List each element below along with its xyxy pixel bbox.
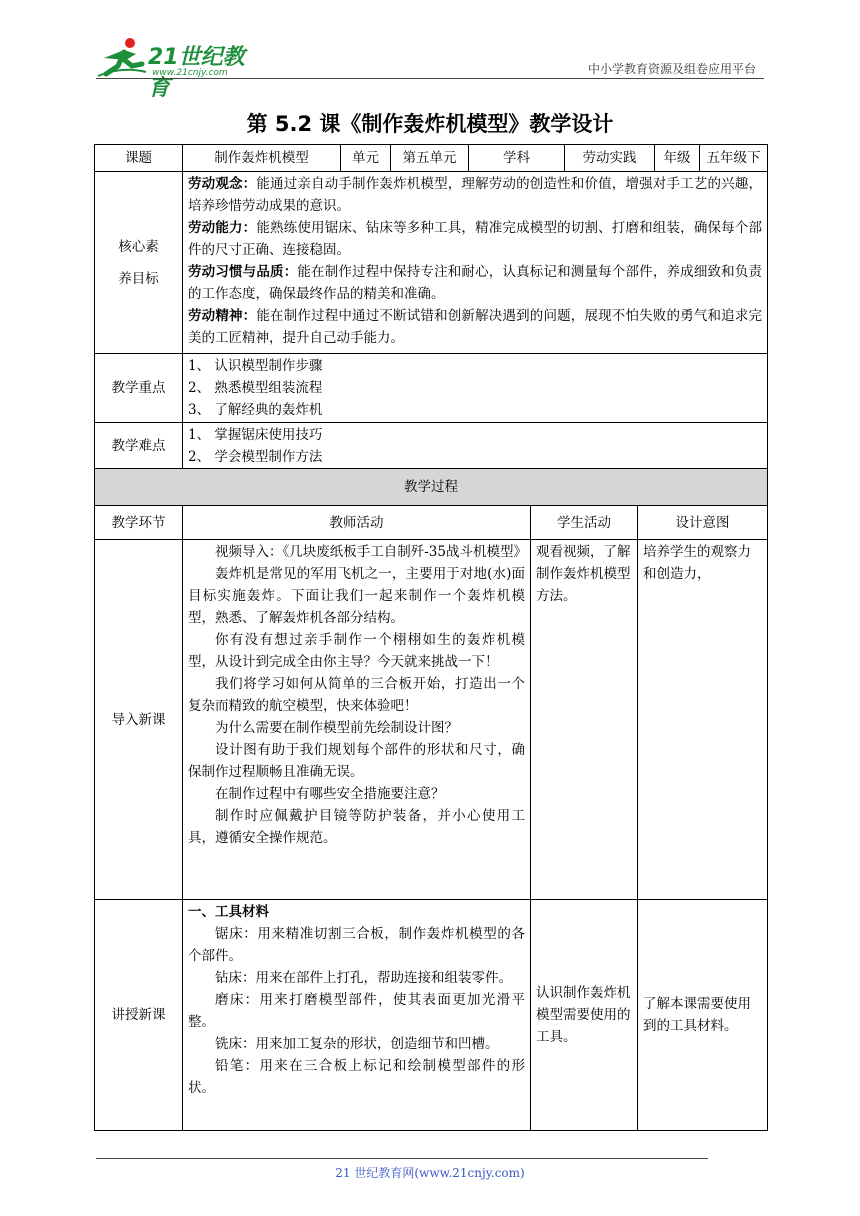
tool-item: 铣床：用来加工复杂的形状，创造细节和凹槽。 [215, 1036, 499, 1052]
intro-paragraph: 设计图有助于我们规划每个部件的形状和尺寸，确保制作过程顺畅且准确无误。 [188, 742, 525, 780]
key-point-item: 3、 了解经典的轰炸机 [188, 402, 323, 418]
intro-paragraph: 在制作过程中有哪些安全措施要注意？ [215, 786, 445, 802]
subject-label: 学科 [469, 145, 565, 172]
process-heading: 教学过程 [95, 469, 768, 506]
col-teacher: 教师活动 [183, 506, 531, 540]
intro-paragraph: 视频导入：《几块废纸板手工自制歼-35战斗机模型》 [215, 544, 527, 560]
core-goal-item: 劳动习惯与品质：能在制作过程中保持专注和耐心，认真标记和测量每个部件，养成细致和负责的工作态度，确保最终作品的精美和准确。 [188, 264, 763, 302]
col-student: 学生活动 [531, 506, 638, 540]
topic-value: 制作轰炸机模型 [183, 145, 341, 172]
core-label-line1: 核心素 [118, 238, 159, 255]
core-label [95, 172, 183, 354]
key-points [183, 354, 768, 423]
logo [96, 36, 266, 101]
tool-item: 铅笔：用来在三合板上标记和绘制模型部件的形状。 [188, 1058, 525, 1096]
unit-label: 单元 [341, 145, 391, 172]
platform-name: 中小学教育资源及组卷应用平台 [587, 62, 756, 76]
info-table [94, 144, 768, 470]
core-goals [183, 172, 768, 354]
key-points-label: 教学重点 [95, 354, 183, 423]
lecture-stage: 讲授新课 [95, 900, 183, 1131]
intro-paragraph: 轰炸机是常见的军用飞机之一，主要用于对地(水)面目标实施轰炸。下面让我们一起来制作一个轰炸机模型，熟悉、了解轰炸机各部分结构。 [188, 566, 525, 626]
tool-item: 磨床：用来打磨模型部件，使其表面更加光滑平整。 [188, 992, 525, 1030]
lecture-student: 认识制作轰炸机模型需要使用的工具。 [531, 900, 638, 1131]
logo-text: 21世纪教育 [148, 45, 245, 101]
process-table [94, 468, 768, 1131]
grade-label: 年级 [655, 145, 700, 172]
grade-value: 五年级下 [700, 145, 768, 172]
difficulties-label: 教学难点 [95, 423, 183, 470]
intro-student: 观看视频，了解制作轰炸机模型方法。 [531, 540, 638, 900]
core-goal-item: 劳动观念：能通过亲自动手制作轰炸机模型，理解劳动的创造性和价值，增强对手工艺的兴趣，培养珍惜劳动成果的意识。 [188, 176, 763, 214]
tool-item: 锯床：用来精准切割三合板，制作轰炸机模型的各个部件。 [188, 926, 525, 964]
intro-stage: 导入新课 [95, 540, 183, 900]
difficulty-item: 1、 掌握锯床使用技巧 [188, 427, 323, 443]
core-label-line2: 养目标 [118, 270, 159, 287]
key-point-item: 2、 熟悉模型组装流程 [188, 380, 323, 396]
footer-divider [96, 1158, 708, 1159]
lecture-teacher [183, 900, 531, 1131]
core-goal-item: 劳动能力：能熟练使用锯床、钻床等多种工具，精准完成模型的切割、打磨和组装，确保每个部件的尺寸正确、连接稳固。 [188, 220, 763, 258]
intro-teacher [183, 540, 531, 900]
intro-paragraph: 制作时应佩戴护目镜等防护装备，并小心使用工具，遵循安全操作规范。 [188, 808, 525, 846]
difficulties [183, 423, 768, 470]
key-point-item: 1、 认识模型制作步骤 [188, 358, 323, 374]
footer-text: 21 世纪教育网(www.21cnjy.com) [335, 1166, 525, 1180]
col-intent: 设计意图 [638, 506, 768, 540]
lecture-intent: 了解本课需要使用到的工具材料。 [638, 900, 768, 1131]
logo-url: www.21cnjy.com [152, 68, 228, 78]
tool-item: 钻床：用来在部件上打孔，帮助连接和组装零件。 [215, 970, 512, 986]
difficulty-item: 2、 学会模型制作方法 [188, 449, 323, 465]
intro-paragraph: 为什么需要在制作模型前先绘制设计图？ [215, 720, 458, 736]
unit-value: 第五单元 [391, 145, 469, 172]
topic-label: 课题 [95, 145, 183, 172]
intro-intent: 培养学生的观察力和创造力， [638, 540, 768, 900]
subject-value: 劳动实践 [565, 145, 655, 172]
section-title: 一、工具材料 [188, 904, 269, 920]
intro-paragraph: 我们将学习如何从简单的三合板开始，打造出一个复杂而精致的航空模型，快来体验吧！ [188, 676, 525, 714]
col-stage: 教学环节 [95, 506, 183, 540]
page-title: 第 5.2 课《制作轰炸机模型》教学设计 [246, 112, 614, 136]
page-header [0, 0, 860, 101]
runner-logo-icon [96, 36, 148, 80]
core-goal-item: 劳动精神：能在制作过程中通过不断试错和创新解决遇到的问题，展现不怕失败的勇气和追求完美的工匠精神，提升自己动手能力。 [188, 308, 763, 346]
intro-paragraph: 你有没有想过亲手制作一个栩栩如生的轰炸机模型，从设计到完成全由你主导？今天就来挑战一下！ [188, 632, 525, 670]
header-divider [96, 78, 764, 79]
